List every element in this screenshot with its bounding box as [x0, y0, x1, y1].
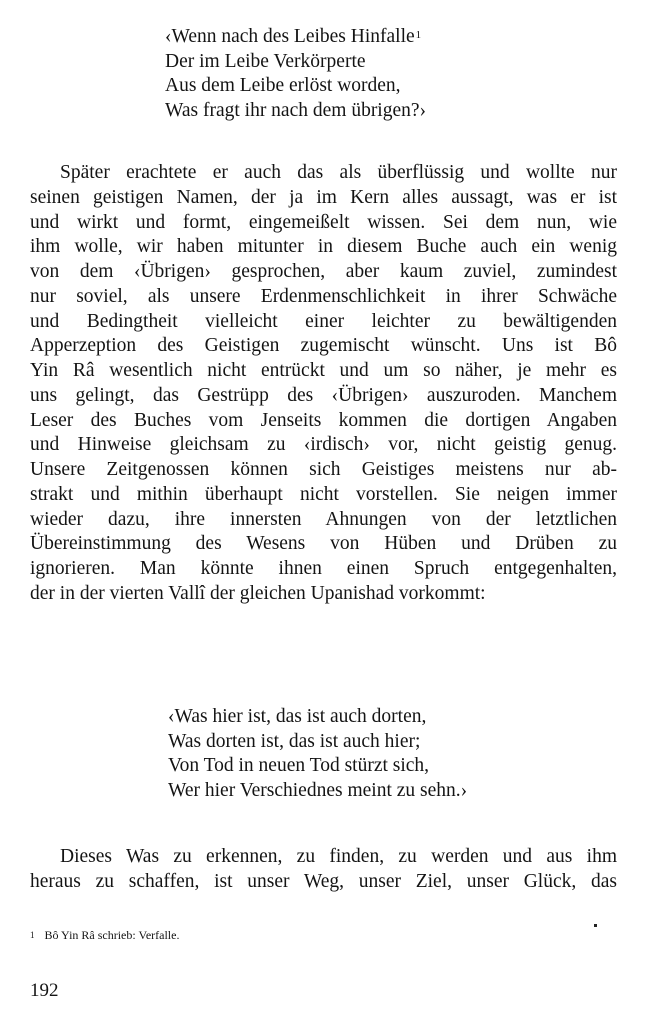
footnote-number: 1: [30, 930, 35, 940]
paragraph-line: Später erachtete er auch das als überflüssig und wollte nur: [60, 162, 617, 183]
paragraph-line: seinen geistigen Namen, der ja im Kern alles aussagt, was er ist: [30, 186, 617, 208]
verse-line: Was dorten ist, das ist auch hier;: [168, 730, 421, 752]
paragraph-line: und Bedingtheit vielleicht einer leichter zu bewältigenden: [30, 310, 617, 332]
paragraph-line: ignorieren. Man könnte ihnen einen Spruch entgegenhalten,: [30, 558, 617, 579]
print-speck: [594, 924, 597, 927]
verse-line: Aus dem Leibe erlöst worden,: [165, 75, 401, 97]
paragraph-line: Dieses Was zu erkennen, zu finden, zu werden und aus ihm: [60, 846, 617, 867]
paragraph-line: wieder dazu, ihre innersten Ahnungen von der letztlichen: [30, 508, 617, 530]
verse-quote-2: [168, 705, 467, 804]
paragraph-line: und wirkt und formt, eingemeißelt wissen. Sei dem nun, wie: [30, 211, 617, 233]
paragraph-line: Leser des Buches vom Jenseits kommen die dortigen Angaben: [30, 409, 617, 431]
verse-line: Was fragt ihr nach dem übrigen?›: [165, 100, 427, 122]
paragraph-line: und Hinweise gleichsam zu ‹irdisch› vor, nicht geistig genug.: [30, 434, 617, 456]
paragraph-line: ihm wolle, wir haben mitunter in diesem Buche auch ein wenig: [30, 236, 617, 258]
paragraph-line: Unsere Zeitgenossen können sich Geistiges meistens nur ab-: [30, 459, 617, 480]
body-paragraph-1: [30, 161, 617, 607]
paragraph-line: heraus zu schaffen, ist unser Weg, unser Ziel, unser Glück, das: [30, 870, 617, 892]
body-paragraph-2: [30, 845, 617, 895]
verse-line: Wer hier Verschiednes meint zu sehn.›: [168, 780, 468, 802]
verse-line: Von Tod in neuen Tod stürzt sich,: [168, 755, 430, 777]
footnote: [30, 927, 179, 943]
footnote-text: Bô Yin Râ schrieb: Verfalle.: [44, 928, 180, 942]
paragraph-line: strakt und mithin überhaupt nicht vorstellen. Sie neigen immer: [30, 483, 617, 505]
verse-line: Der im Leibe Verkörperte: [165, 50, 366, 72]
paragraph-line: der in der vierten Vallî der gleichen Upanishad vorkommt:: [30, 582, 486, 604]
paragraph-line: Übereinstimmung des Wesens von Hüben und Drüben zu: [30, 533, 617, 555]
paragraph-line: Apperzeption des Geistigen zugemischt wünscht. Uns ist Bô: [30, 335, 617, 357]
verse-line: ‹Was hier ist, das ist auch dorten,: [168, 706, 427, 727]
paragraph-line: nur soviel, als unsere Erdenmenschlichkeit in ihrer Schwäche: [30, 285, 617, 307]
footnote-reference: 1: [415, 29, 422, 41]
verse-line: ‹Wenn nach des Leibes Hinfalle$^1$: [165, 26, 422, 47]
verse-quote-1: [165, 25, 426, 124]
paragraph-line: uns gelingt, das Gestrüpp des ‹Übrigen› auszuroden. Manchem: [30, 384, 617, 406]
paragraph-line: Yin Râ wesentlich nicht entrückt und um so näher, je mehr es: [30, 360, 617, 381]
page-number: 192: [30, 980, 59, 1001]
paragraph-line: von dem ‹Übrigen› gesprochen, aber kaum zuviel, zumindest: [30, 261, 617, 282]
